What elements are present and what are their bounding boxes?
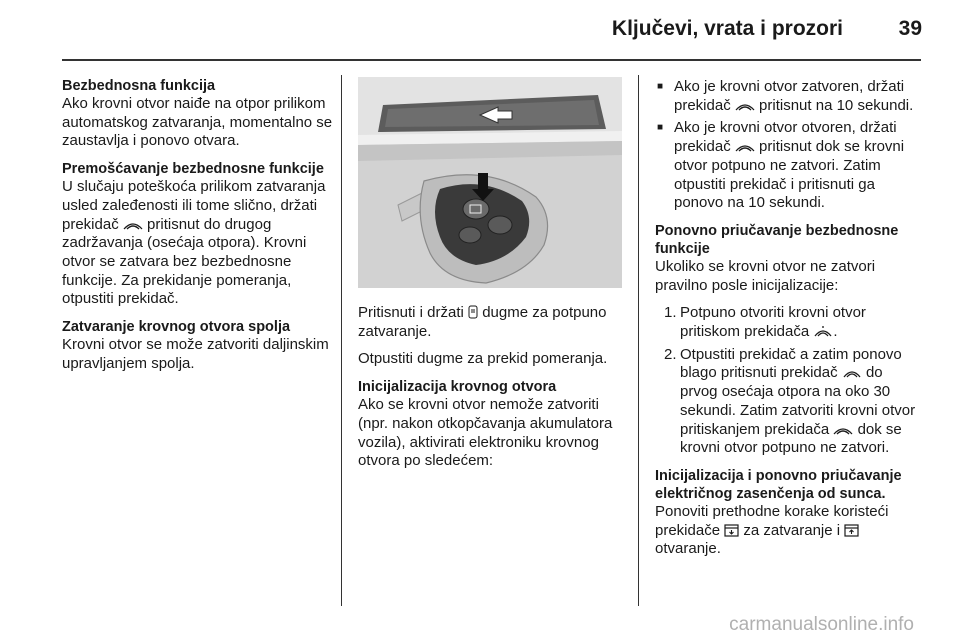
- sunroof-close-switch-icon: [123, 221, 143, 231]
- remote-close-text: Krovni otvor se može zatvoriti daljinskim upravljanjem spolja.: [62, 336, 329, 372]
- section-heading-init: Inicijalizacija krovnog otvora: [358, 379, 557, 396]
- watermark: carmanualsonline.info: [729, 614, 914, 635]
- header-rule: [62, 59, 921, 61]
- init-steps-list: [655, 78, 923, 213]
- override-text-a: U slučaju poteškoća prilikom zatvaranja usled zaleđenosti ili tome slično, držati prekidač: [62, 178, 326, 233]
- init-text: Ako se krovni otvor nemože zatvoriti (npr. nakon otkopčavanja akumulatora vozila), aktivirati elektroniku krovnog otvora po sledećem:: [358, 396, 613, 470]
- section-heading-safety: Bezbednosna funkcija: [62, 78, 216, 94]
- sunshade-text: Ponoviti prethodne korake koristeći prekidače za zatvaranje i otvaranje.: [655, 502, 889, 558]
- sunshade-open-icon: [844, 524, 859, 537]
- section-heading-override: Premošćavanje bezbednosne funkcije: [62, 161, 324, 178]
- sunroof-open-switch-icon: [813, 326, 833, 338]
- list-item: ■ Ako je krovni otvor zatvoren, držati prekidač pritisnut na 10 sekundi.: [655, 78, 923, 115]
- release-button-text: Otpustiti dugme za prekid pomeranja.: [358, 350, 608, 368]
- column-2: [358, 304, 624, 480]
- column-divider-left: [341, 75, 342, 606]
- safety-text: Ako krovni otvor naiđe na otpor prilikom automatskog zatvaranja, momentalno se zaustavlja i ponovo otvara.: [62, 95, 333, 150]
- override-text-b: pritisnut do drugog zadržavanja (osećaja otpora). Krovni otvor se zatvara bez bezbednosne funkcije. Za prekidanje pomeranja, otpustiti prekidač.: [62, 215, 307, 308]
- key-close-text-b: dugme za potpuno zatvaranje.: [358, 304, 607, 340]
- page-number: 39: [898, 17, 922, 40]
- relearn-text: Ukoliko se krovni otvor ne zatvori pravilno posle inicijalizacije:: [655, 257, 876, 294]
- section-heading-remote-close: Zatvaranje krovnog otvora spolja: [62, 319, 291, 336]
- relearn-steps-list: [655, 304, 923, 458]
- column-3: [655, 78, 923, 568]
- section-heading-sunshade: Inicijalizacija i ponovno priučavanje električnog zasenčenja od sunca.: [655, 467, 902, 502]
- column-1: [62, 77, 334, 382]
- key-fob-drawing: [358, 77, 622, 288]
- sunroof-close-switch-icon: [833, 426, 853, 436]
- key-close-text-a: Pritisnuti i držati: [358, 304, 464, 321]
- key-close-instruction: [358, 304, 624, 341]
- sunroof-close-switch-icon: [735, 143, 755, 153]
- list-item: ■ Ako je krovni otvor otvoren, držati prekidač pritisnut dok se krovni otvor potpuno ne zatvori. Zatim otpustiti prekidač i pritisnuti ga ponovo na 10 sekundi.: [655, 119, 923, 213]
- override-text: [62, 178, 334, 309]
- page-title: Ključevi, vrata i prozori: [611, 17, 843, 40]
- sunroof-open-switch-icon: [842, 367, 862, 379]
- key-fob-illustration: [358, 77, 622, 288]
- column-divider-right: [638, 75, 639, 606]
- list-item: 2. Otpustiti prekidač a zatim ponovo blago pritisnuti prekidač do prvog osećaja otpora na oko 30 sekundi. Zatim zatvoriti krovni otvor pritiskanjem prekidača dok se krovni otvor potpuno ne zatvori.: [664, 345, 916, 457]
- sunroof-close-switch-icon: [735, 102, 755, 112]
- list-item: 1. Potpuno otvoriti krovni otvor pritiskom prekidača .: [664, 304, 866, 341]
- key-close-button-icon: [468, 305, 478, 319]
- sunshade-close-icon: [724, 524, 739, 537]
- section-heading-relearn: Ponovno priučavanje bezbednosne funkcije: [655, 222, 899, 257]
